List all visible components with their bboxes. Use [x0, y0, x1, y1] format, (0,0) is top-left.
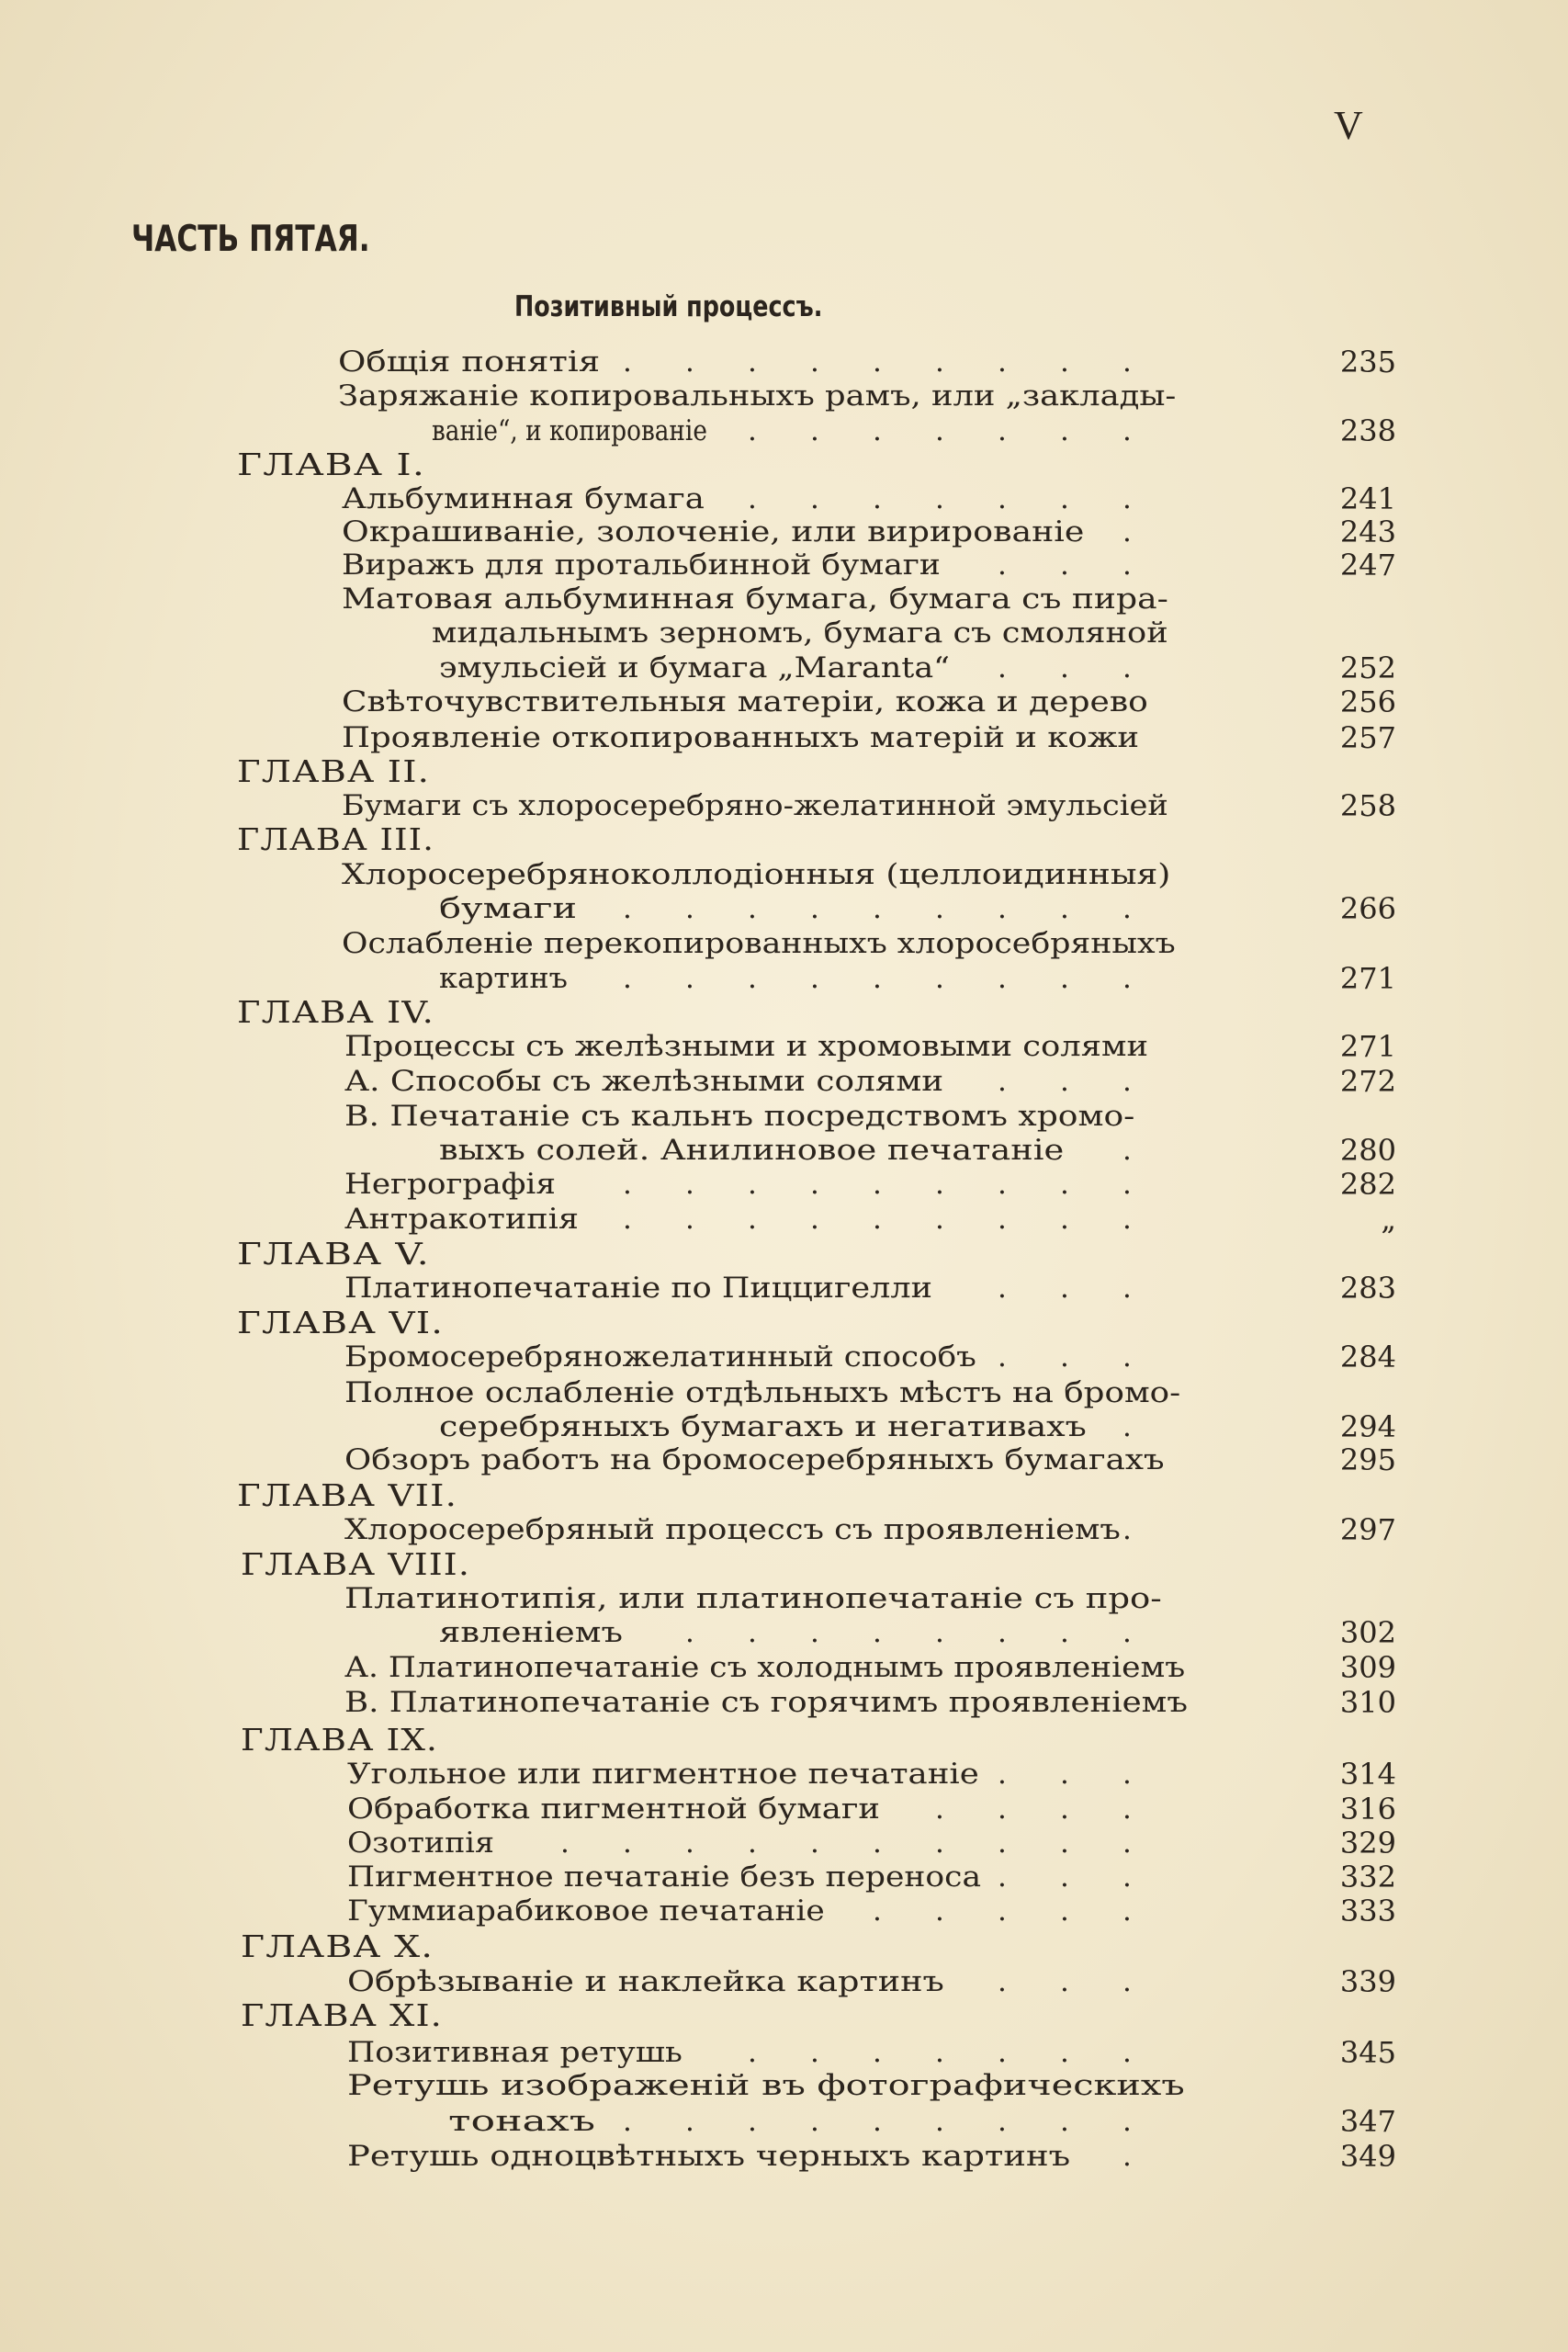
toc-entry-text: А. Платинопечатаніе съ холоднымъ проявленіемъ — [344, 1651, 1186, 1684]
toc-entry-text: Ретушь одноцвѣтныхъ черныхъ картинъ — [347, 2140, 1071, 2173]
toc-entry-text: Ретушь изображеній въ фотографическихъ — [347, 2069, 1185, 2102]
toc-entry-text: Антракотипія — [344, 1203, 579, 1236]
chapter-heading: ГЛАВА IX. — [241, 1723, 439, 1758]
toc-page-number: 256 — [1339, 684, 1396, 719]
leader-dots: . . . — [998, 1340, 1132, 1374]
toc-page-number: 252 — [1339, 650, 1396, 685]
chapter-heading: ГЛАВА VI. — [237, 1306, 444, 1340]
toc-entry-text: бумаги — [439, 892, 578, 925]
chapter-heading: ГЛАВА VIII. — [241, 1547, 471, 1582]
toc-entry-text: Альбуминная бумага — [342, 482, 705, 515]
toc-entry-text: Свѣточувствительныя матеріи, кожа и дерево — [342, 685, 1148, 718]
toc-entry-text: Платинопечатаніе по Пиццигелли — [344, 1272, 932, 1305]
toc-entry-text: Проявленіе откопированныхъ матерій и кожи — [342, 721, 1140, 754]
toc-entry-text: В. Платинопечатаніе съ горячимъ проявленіемъ — [344, 1686, 1188, 1719]
page-number: V — [1334, 103, 1363, 148]
toc-entry-text: выхъ солей. Анилиновое печатаніе — [439, 1134, 1065, 1167]
toc-entry-text: Озотипія — [347, 1826, 494, 1860]
toc-entry-text: явленіемъ — [439, 1616, 624, 1649]
toc-page-number: 235 — [1339, 345, 1396, 379]
toc-page-number: 294 — [1339, 1409, 1396, 1444]
toc-page-number: 282 — [1339, 1167, 1396, 1202]
toc-entry-text: Платинотипія, или платинопечатаніе съ про- — [344, 1582, 1162, 1615]
toc-entry-text: картинъ — [439, 962, 568, 995]
chapter-heading: ГЛАВА IV. — [237, 995, 434, 1030]
toc-entry-text: Обрѣзываніе и наклейка картинъ — [347, 1965, 944, 1998]
leader-dots: . . . . . — [873, 1894, 1132, 1928]
toc-page-number: 258 — [1339, 788, 1396, 823]
toc-page-number: 272 — [1339, 1064, 1396, 1099]
leader-dots: . . . . — [935, 1792, 1132, 1826]
leader-dots: . . . . . . . . . — [623, 1203, 1132, 1236]
leader-dots: . . . . . . . — [748, 482, 1132, 515]
leader-dots: . . . . . . . . . — [623, 892, 1132, 925]
chapter-heading: ГЛАВА II. — [237, 754, 431, 789]
chapter-heading: ГЛАВА XI. — [241, 1998, 443, 2033]
toc-page-number: 349 — [1339, 2139, 1396, 2174]
chapter-heading: ГЛАВА VII. — [237, 1478, 458, 1513]
leader-dots: . . . . . . . . . — [623, 345, 1132, 379]
toc-entry-text: Заряжаніе копировальныхъ рамъ, или „заклады- — [338, 379, 1177, 413]
toc-entry-text: ваніе“, и копированіе — [432, 414, 707, 447]
toc-page-number: 271 — [1339, 961, 1396, 996]
toc-entry-text: эмульсіей и бумага „Maranta“ — [439, 651, 951, 684]
toc-page-number: 295 — [1339, 1442, 1396, 1477]
toc-page-number: 329 — [1339, 1826, 1396, 1860]
toc-entry-text: Окрашиваніе, золоченіе, или вирированіе — [342, 515, 1085, 548]
toc-page-number: 309 — [1339, 1650, 1396, 1685]
toc-page-number: 314 — [1339, 1757, 1396, 1792]
leader-dots: . . . — [998, 1065, 1132, 1098]
leader-dots: . . . . . . . — [748, 2036, 1132, 2069]
toc-entry-text: Обзоръ работъ на бромосеребряныхъ бумагахъ — [344, 1443, 1165, 1476]
leader-dots: . . . . . . . — [748, 414, 1132, 447]
chapter-heading: ГЛАВА I. — [237, 447, 426, 482]
leader-dots: . . . — [998, 1758, 1132, 1791]
toc-page-number: 310 — [1339, 1685, 1396, 1720]
chapter-heading: ГЛАВА X. — [241, 1929, 434, 1964]
toc-entry-text: Хлоросеребряноколлодіонныя (целлоидинныя) — [342, 858, 1171, 891]
toc-entry-text: Угольное или пигментное печатаніе — [347, 1758, 979, 1791]
leader-dots: . . . — [998, 651, 1132, 684]
toc-entry-text: Пигментное печатаніе безъ переноса — [347, 1860, 982, 1894]
toc-entry-text: серебряныхъ бумагахъ и негативахъ — [439, 1410, 1087, 1443]
leader-dots: . . . — [998, 1272, 1132, 1305]
toc-entry-text: Обработка пигментной бумаги — [347, 1792, 880, 1826]
toc-entry-text: Ослабленіе перекопированныхъ хлоросебряныхъ — [342, 927, 1176, 960]
toc-page-number: 339 — [1339, 1964, 1396, 1999]
leader-dots: . — [1122, 515, 1132, 548]
toc-page-number: 302 — [1339, 1615, 1396, 1650]
toc-page-number: 247 — [1339, 548, 1396, 582]
toc-page-number: 243 — [1339, 514, 1396, 549]
toc-page-number: 347 — [1339, 2104, 1396, 2139]
toc-entry-text: Бумаги съ хлоросеребряно-желатинной эмульсіей — [342, 789, 1168, 822]
leader-dots: . — [1122, 1134, 1132, 1167]
toc-entry-text: Бромосеребряножелатинный способъ — [344, 1340, 976, 1374]
toc-page-number: 271 — [1339, 1029, 1396, 1064]
leader-dots: . . . . . . . . . — [623, 2105, 1132, 2138]
toc-entry-text: Хлоросеребряный процессъ съ проявленіемъ — [344, 1513, 1121, 1546]
toc-entry-text: Матовая альбуминная бумага, бумага съ пира- — [342, 582, 1168, 616]
toc-entry-text: Процессы съ желѣзными и хромовыми солями — [344, 1030, 1149, 1063]
toc-entry-text: Негрографія — [344, 1168, 556, 1201]
toc-page-number: 316 — [1339, 1792, 1396, 1826]
leader-dots: . — [1122, 1410, 1132, 1443]
leader-dots: . — [1122, 2140, 1132, 2173]
leader-dots: . . . . . . . . . . — [560, 1826, 1132, 1860]
toc-entry-text: Позитивная ретушь — [347, 2036, 682, 2069]
toc-page-number: 257 — [1339, 720, 1396, 755]
toc-page-number: 280 — [1339, 1133, 1396, 1168]
part-title: ЧАСТЬ ПЯТАЯ. — [131, 219, 370, 260]
leader-dots: . . . . . . . . . — [623, 1168, 1132, 1201]
toc-page-number: 297 — [1339, 1512, 1396, 1547]
toc-entry-text: Общія понятія — [338, 345, 601, 379]
leader-dots: . . . — [998, 1965, 1132, 1998]
toc-page-number: „ — [1381, 1202, 1396, 1237]
leader-dots: . . . . . . . . — [685, 1616, 1132, 1649]
toc-page-number: 238 — [1339, 413, 1396, 448]
leader-dots: . . . — [998, 1860, 1132, 1894]
chapter-heading: ГЛАВА V. — [237, 1237, 430, 1272]
toc-entry-text: Полное ослабленіе отдѣльныхъ мѣстъ на бромо- — [344, 1376, 1181, 1409]
toc-entry-text: Гуммиарабиковое печатаніе — [347, 1894, 825, 1928]
leader-dots: . — [1122, 1513, 1132, 1546]
toc-page-number: 345 — [1339, 2035, 1396, 2070]
toc-entry-text: А. Способы съ желѣзными солями — [344, 1065, 944, 1098]
toc-page-number: 241 — [1339, 481, 1396, 516]
toc-entry-text: В. Печатаніе съ кальнъ посредствомъ хромо- — [344, 1100, 1135, 1133]
toc-page-number: 333 — [1339, 1894, 1396, 1928]
section-title: Позитивный процессъ. — [514, 290, 823, 323]
chapter-heading: ГЛАВА III. — [237, 822, 435, 857]
toc-entry-text: Виражъ для протальбинной бумаги — [342, 548, 941, 582]
leader-dots: . . . . . . . . . — [623, 962, 1132, 995]
toc-page-number: 332 — [1339, 1860, 1396, 1894]
leader-dots: . . . — [998, 548, 1132, 582]
toc-page-number: 266 — [1339, 891, 1396, 926]
toc-entry-text: тонахъ — [448, 2105, 595, 2138]
toc-page-number: 283 — [1339, 1271, 1396, 1306]
toc-page-number: 284 — [1339, 1340, 1396, 1374]
toc-entry-text: мидальнымъ зерномъ, бумага съ смоляной — [432, 616, 1168, 650]
